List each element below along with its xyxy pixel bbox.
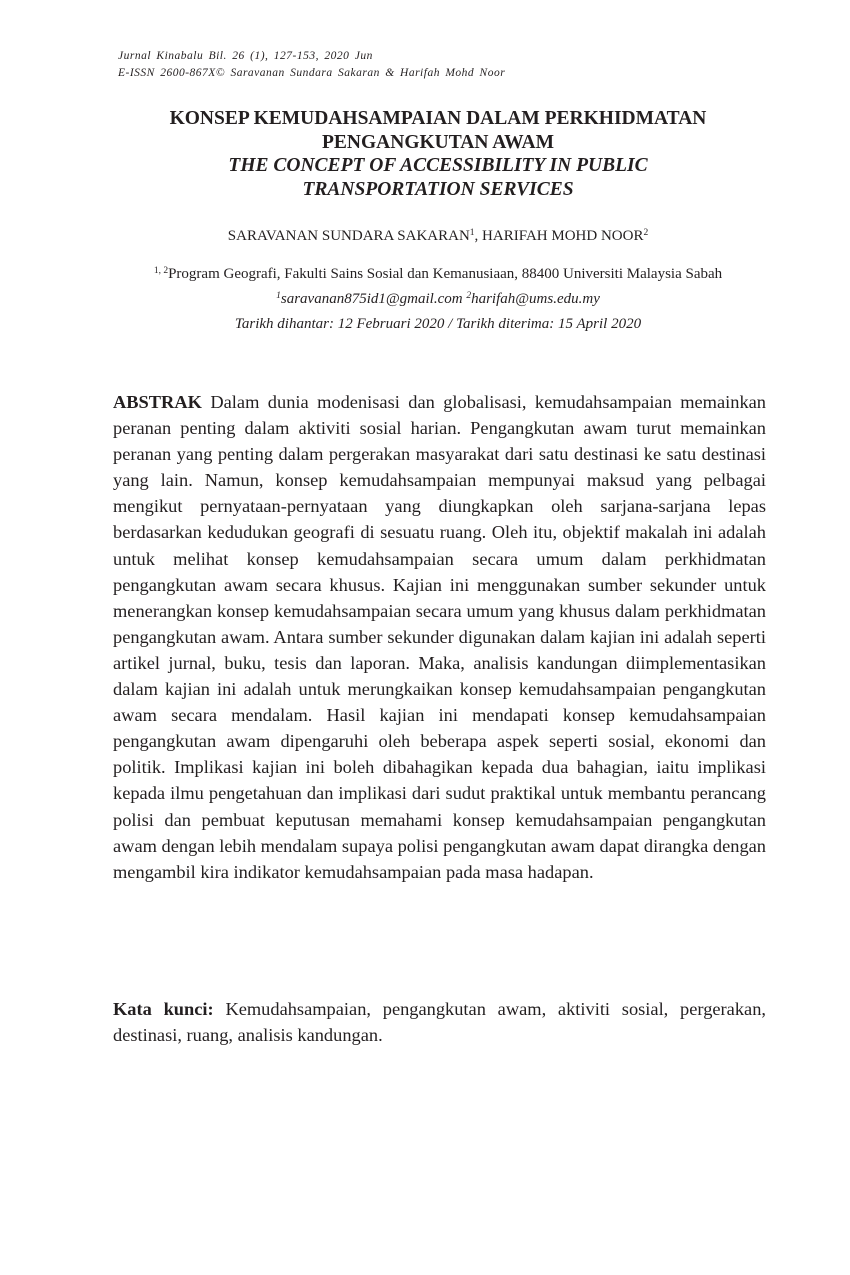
affiliation-line: [100, 262, 776, 287]
email-link[interactable]: harifah@ums.edu.my: [471, 291, 600, 307]
keywords-label: Kata kunci:: [113, 999, 214, 1019]
journal-citation: Jurnal Kinabalu Bil. 26 (1), 127-153, 2020 Jun: [118, 50, 373, 62]
abstract-label: ABSTRAK: [113, 392, 202, 412]
email-marker: 1: [276, 291, 281, 301]
abstract-text: Dalam dunia modenisasi dan globalisasi, kemudahsampaian memainkan peranan penting dalam aktiviti sosial harian. Pengangkutan awam turut memainkan peranan yang penting dalam pergerakan masyarakat dari satu destinasi ke satu destinasi yang lain. Namun, konsep kemudahsampaian mempunyai maksud yang pelbagai mengikut pernyataan-pernyataan yang diungkapkan oleh sarjana-sarjana lepas berdasarkan kedudukan geografi di sesuatu ruang. Oleh itu, objektif makalah ini adalah untuk melihat konsep kemudahsampaian secara umum dalam perkhidmatan pengangkutan awam secara khusus. Kajian ini menggunakan sumber sekunder untuk menerangkan konsep kemudahsampaian secara umum yang khusus dalam perkhidmatan pengangkutan awam. Antara sumber sekunder digunakan dalam kajian ini adalah seperti artikel jurnal, buku, tesis dan laporan. Maka, analisis kandungan diimplementasikan dalam kajian ini adalah untuk merungkaikan konsep kemudahsampaian pengangkutan awam secara mendalam. Hasil kajian ini mendapati konsep kemudahsampaian pengangkutan awam dipengaruhi oleh beberapa aspek seperti sosial, ekonomi dan politik. Implikasi kajian ini boleh dibahagikan kepada dua bahagian, iaitu implikasi kepada ilmu pengetahuan dan implikasi dari sudut praktikal untuk membantu perancang polisi dan pembuat keputusan memahami konsep kemudahsampaian pengangkutan awam dengan lebih mendalam supaya polisi pengangkutan awam dapat dirangka dengan mengambil kira indikator kemudahsampaian pada masa hadapan.: [113, 392, 766, 882]
author-affil-marker: 2: [643, 228, 649, 238]
email-marker: 2: [466, 291, 472, 301]
affiliation-marker: 1, 2: [153, 266, 169, 276]
submission-dates: Tarikh dihantar: 12 Februari 2020 / Tarikh diterima: 15 April 2020: [234, 316, 642, 332]
title-malay-line2: PENGANGKUTAN AWAM: [321, 131, 555, 153]
email-line: [100, 287, 776, 312]
paper-title: [100, 107, 776, 201]
author-separator: ,: [474, 228, 483, 244]
running-head: [118, 48, 505, 82]
keywords-paragraph: [113, 996, 766, 1048]
author-affil-marker: 1: [469, 228, 475, 238]
title-english-line1: THE CONCEPT OF ACCESSIBILITY IN PUBLIC: [228, 155, 648, 176]
issn-copyright: E-ISSN 2600-867X© Saravanan Sundara Sakaran & Harifah Mohd Noor: [118, 67, 506, 79]
abstract-paragraph: [113, 389, 766, 885]
email-link[interactable]: saravanan875id1@gmail.com: [280, 291, 463, 307]
affiliation-block: [100, 262, 776, 337]
keywords-text: Kemudahsampaian, pengangkutan awam, aktiviti sosial, pergerakan, destinasi, ruang, analisis kandungan.: [113, 999, 766, 1046]
author-name: HARIFAH MOHD NOOR: [482, 228, 644, 244]
title-malay-line1: KONSEP KEMUDAHSAMPAIAN DALAM PERKHIDMATAN: [169, 108, 707, 129]
author-list: [100, 226, 776, 246]
author-name: SARAVANAN SUNDARA SAKARAN: [227, 228, 470, 244]
affiliation-text: Program Geografi, Fakulti Sains Sosial dan Kemanusiaan, 88400 Universiti Malaysia Sabah: [168, 266, 723, 282]
title-english-line2: TRANSPORTATION SERVICES: [302, 178, 574, 200]
